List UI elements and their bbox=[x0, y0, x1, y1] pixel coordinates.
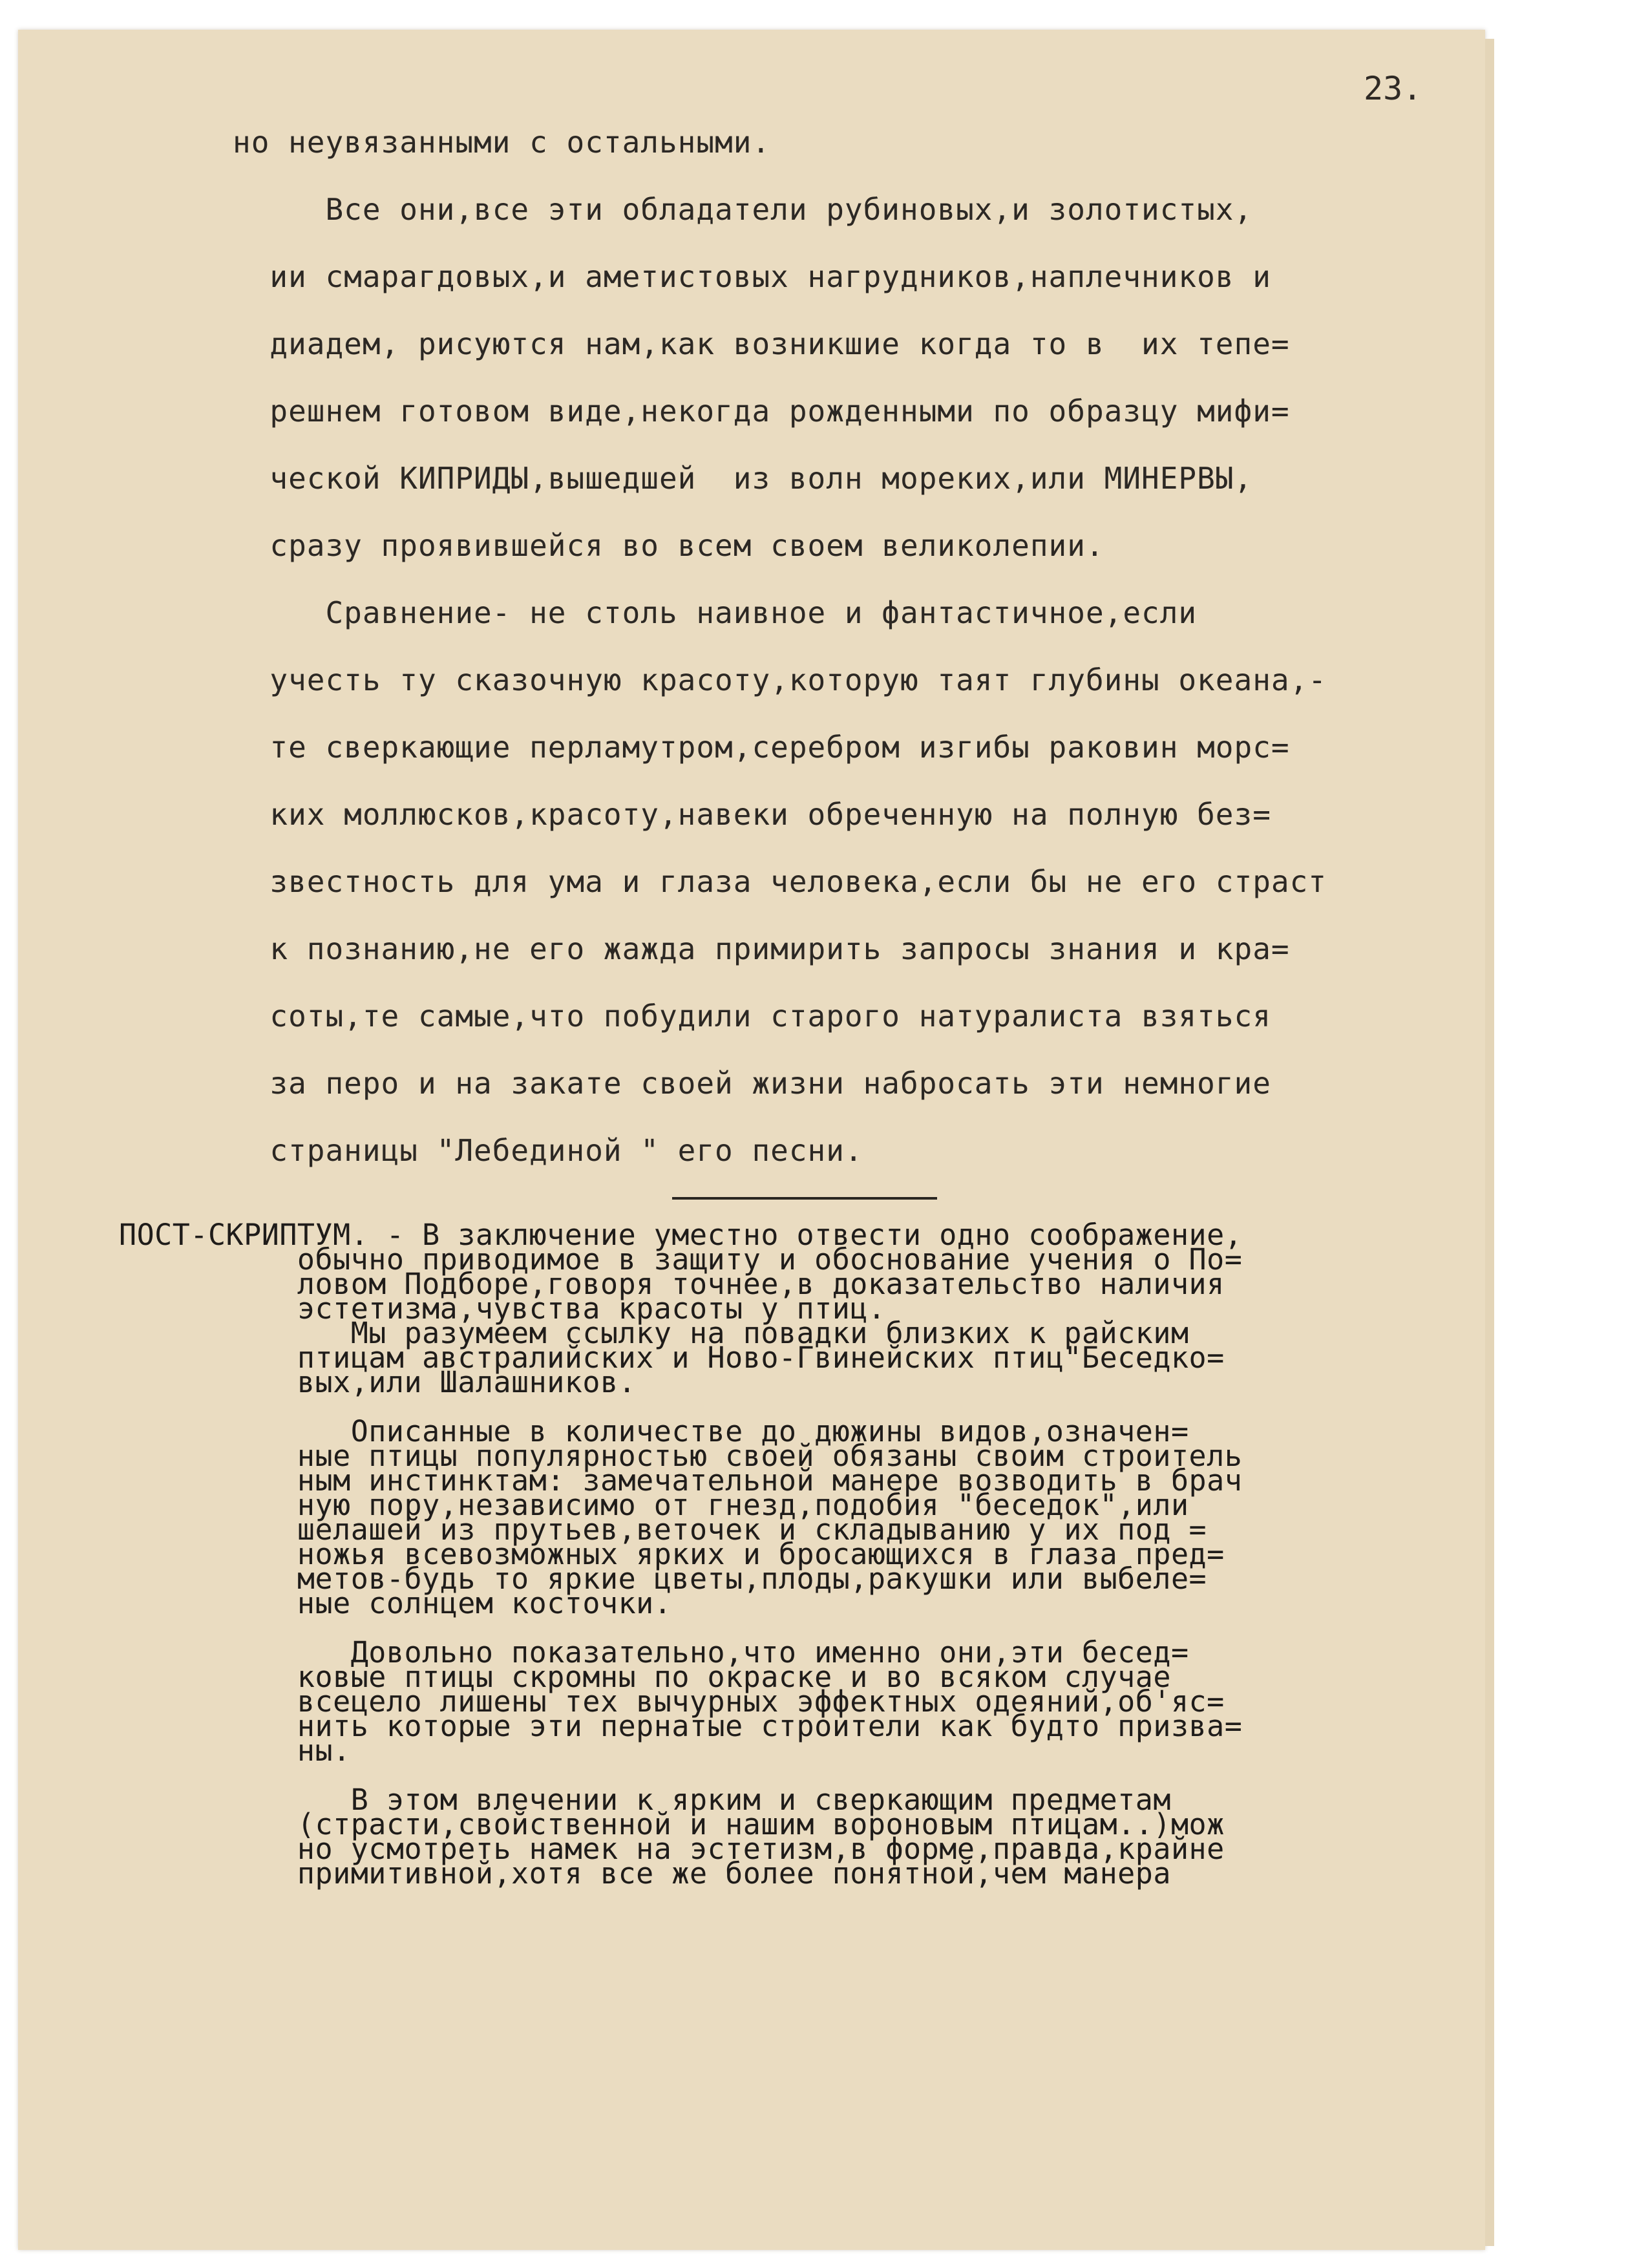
text-line: учесть ту сказочную красоту,которую таят глубины океана,- bbox=[233, 662, 1327, 697]
text-line: ческой КИПРИДЫ,вышедшей из волн мореких,или МИНЕРВЫ, bbox=[233, 461, 1253, 496]
text-line: те сверкающие перламутром,серебром изгибы раковин морс= bbox=[233, 730, 1290, 765]
text-line: решнем готовом виде,некогда рожденными по образцу мифи= bbox=[233, 394, 1290, 429]
text-line: но неувязанными с остальными. bbox=[233, 125, 771, 160]
postscript-line: ны. bbox=[119, 1733, 351, 1768]
postscript-line: но усмотреть намек на эстетизм,в форме,правда,крайне bbox=[119, 1832, 1225, 1866]
postscript-line: ловом Подборе,говоря точнее,в доказательство наличия bbox=[119, 1267, 1225, 1301]
text-line: соты,те самые,что побудили старого натуралиста взяться bbox=[233, 999, 1271, 1033]
postscript-line: эстетизма,чувства красоты у птиц. bbox=[119, 1291, 886, 1326]
postscript-line: всецело лишены тех вычурных эффектных одеяний,об'яс= bbox=[119, 1684, 1225, 1719]
postscript-section bbox=[119, 1218, 1489, 1891]
postscript-line: птицам австралийских и Ново-Гвинейских птиц"Беседко= bbox=[119, 1341, 1225, 1375]
page-number: 23. bbox=[1364, 70, 1422, 107]
postscript-line: ную пору,независимо от гнезд,подобия "беседок",или bbox=[119, 1488, 1189, 1522]
postscript-line: обычно приводимое в защиту и обоснование учения о По= bbox=[119, 1242, 1243, 1277]
postscript-line: ПОСТ-СКРИПТУМ. - В заключение уместно отвести одно соображение, bbox=[119, 1218, 1243, 1252]
text-line: звестность для ума и глаза человека,если бы не его страст bbox=[233, 864, 1327, 899]
postscript-line: Описанные в количестве до дюжины видов,означен= bbox=[119, 1414, 1189, 1448]
text-line: диадем, рисуются нам,как возникшие когда то в их тепе= bbox=[233, 326, 1290, 361]
text-line: за перо и на закате своей жизни набросать эти немногие bbox=[233, 1066, 1271, 1101]
postscript-line: Мы разумеем ссылку на повадки близких к райским bbox=[119, 1316, 1189, 1350]
postscript-line: ковые птицы скромны по окраске и во всяком случае bbox=[119, 1660, 1171, 1694]
postscript-line: В этом влечении к ярким и сверкающим предметам bbox=[119, 1783, 1171, 1817]
text-line: Все они,все эти обладатели рубиновых,и золотистых, bbox=[233, 192, 1253, 227]
text-line: сразу проявившейся во всем своем великолепии. bbox=[233, 528, 1104, 563]
text-line: ких моллюсков,красоту,навеки обреченную на полную без= bbox=[233, 797, 1271, 832]
postscript-line: ные солнцем косточки. bbox=[119, 1586, 672, 1620]
text-line: Сравнение- не столь наивное и фантастичное,если bbox=[233, 595, 1198, 630]
postscript-line: шелашей из прутьев,веточек и складыванию у их под = bbox=[119, 1512, 1207, 1547]
postscript-line: нить которые эти пернатые строители как будто призва= bbox=[119, 1709, 1243, 1743]
postscript-line: метов-будь то яркие цветы,плоды,ракушки или выбеле= bbox=[119, 1562, 1207, 1596]
postscript-line: ным инстинктам: замечательной манере возводить в брач bbox=[119, 1463, 1243, 1498]
text-line: к познанию,не его жажда примирить запросы знания и кра= bbox=[233, 931, 1290, 966]
text-line: ии смарагдовых,и аметистовых нагрудников,наплечников и bbox=[233, 259, 1271, 294]
postscript-line: ные птицы популярностью своей обязаны своим строитель bbox=[119, 1439, 1243, 1473]
section-divider bbox=[672, 1197, 937, 1200]
text-line: страницы "Лебединой " его песни. bbox=[233, 1133, 863, 1168]
postscript-line: Довольно показательно,что именно они,эти бесед= bbox=[119, 1635, 1189, 1669]
postscript-line: ножья всевозможных ярких и бросающихся в глаза пред= bbox=[119, 1537, 1225, 1571]
postscript-line: примитивной,хотя все же более понятной,чем манера bbox=[119, 1856, 1171, 1891]
main-paragraphs bbox=[233, 109, 1499, 1184]
postscript-line: (страсти,свойственной и нашим вороновым птицам..)мож bbox=[119, 1807, 1225, 1841]
postscript-line: вых,или Шалашников. bbox=[119, 1365, 637, 1399]
